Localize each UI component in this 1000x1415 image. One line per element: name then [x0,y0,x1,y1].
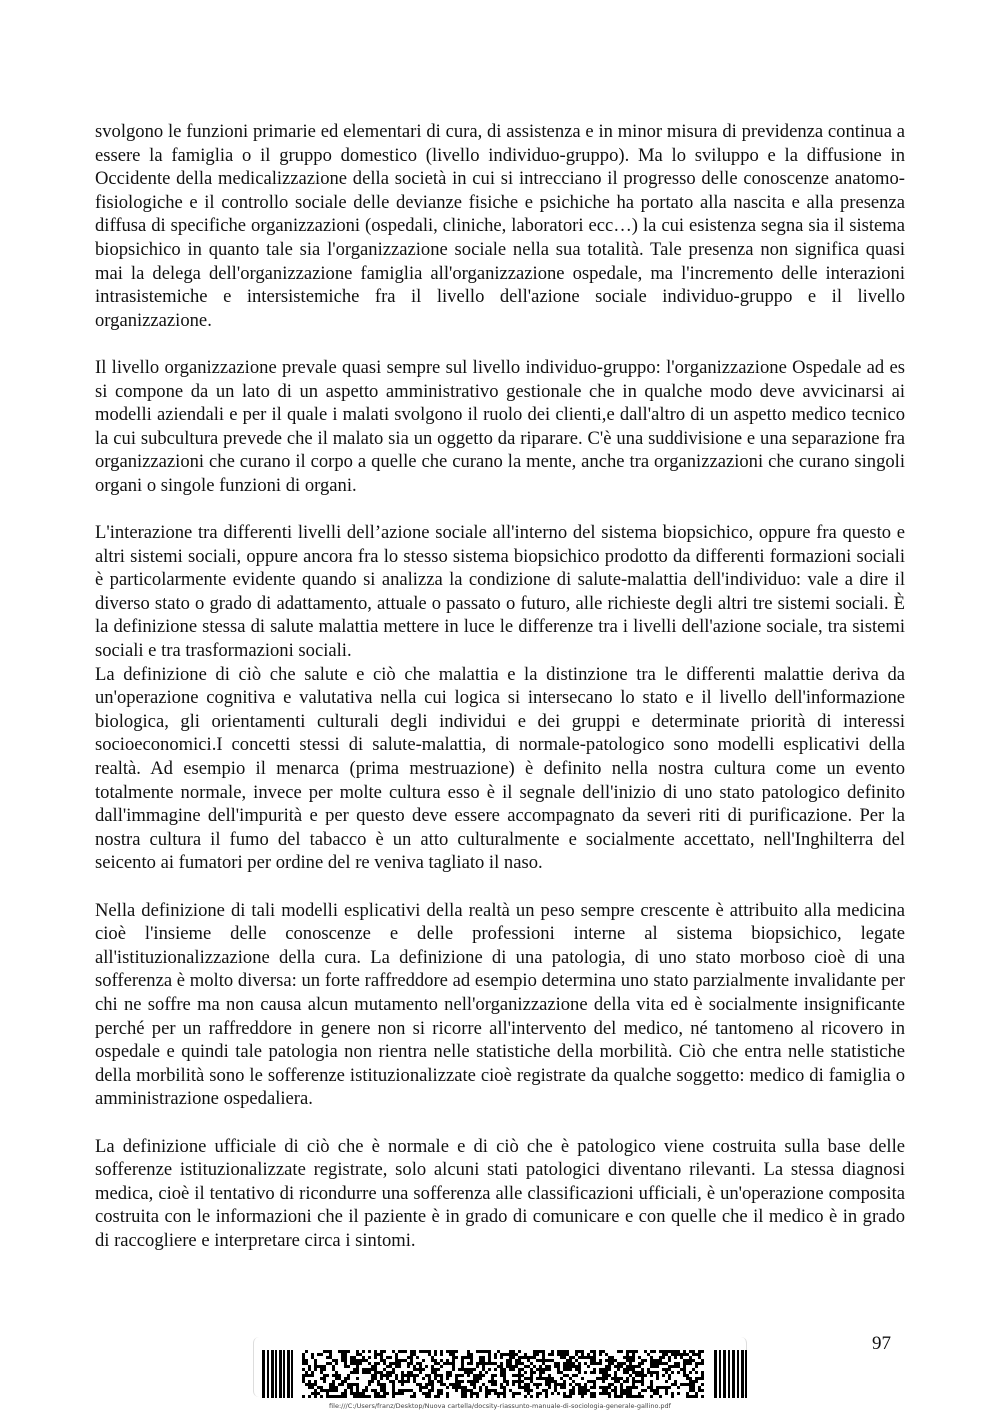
paragraph-4: La definizione di ciò che salute e ciò che malattia e la distinzione tra le differenti malattie deriva da un'operazione cognitiva e valutativa nella cui logica si intersecano lo stato e il livello dell'informazione biologica, gli orientamenti culturali degli individui e dei gruppi e determinate priorità di interessi socioeconomici.I concetti stessi di salute-malattia, di normale-patologico sono modelli esplicativi della realtà. Ad esempio il menarca (prima mestruazione) è definito nella nostra cultura come un evento totalmente normale, invece per molte cultura esso è il segnale dell'inizio di uno stato patologico definito dall'immagine dell'impurità e per questo deve essere accompagnato da severi riti di purificazione. Per la nostra cultura il fumo del tabacco è un atto culturalmente e socialmente accettato, nell'Inghilterra del seicento ai fumatori per ordine del re veniva tagliato il naso. [95,663,905,874]
file-path-footer: file:///C:/Users/franz/Desktop/Nuova cartella/docsity-riassunto-manuale-di-sociologia-generale-gallino.pdf [329,1402,671,1410]
paragraph-3: L'interazione tra differenti livelli dell’azione sociale all'interno del sistema biopsichico, oppure fra questo e altri sistemi sociali, oppure ancora fra lo stesso sistema biopsichico prodotto da differenti formazioni sociali è particolarmente evidente quando si analizza la condizione di salute-malattia dell'individuo: vale a dire il diverso stato o grado di adattamento, attuale o passato o futuro, alle richieste degli altri tre sistemi sociali. È la definizione stessa di salute malattia mettere in luce le differenze tra i livelli dell'azione sociale, tra sistemi sociali e tra trasformazioni sociali. [95,522,905,662]
paragraph-2: Il livello organizzazione prevale quasi sempre sul livello individuo-gruppo: l'organizzazione Ospedale ad es si compone da un lato di un aspetto amministrativo gestionale che in qualche modo deve avvicinarsi ai modelli aziendali e per il quale i malati svolgono il ruolo dei clienti,e dall'altro di un aspetto medico tecnico la cui subcultura prevede che il malato sia un oggetto da riparare. C'è una suddivisione e una separazione fra organizzazioni che curano il corpo a quelle che curano la mente, anche tra organizzazioni che curano singoli organi o singole funzioni di organi. [95,356,905,496]
paragraph-5: Nella definizione di tali modelli esplicativi della realtà un peso sempre crescente è attribuito alla medicina cioè l'insieme delle conoscenze e delle professioni interne al sistema biopsichico, legate all'istituzionalizzazione della cura. La definizione di una patologia, di uno stato morboso cioè di una sofferenza è molto diversa: un forte raffreddore ad esempio determina uno stato parzialmente invalidante per chi ne soffre ma non causa alcun mutamento nell'organizzazione della vita ed è socialmente insignificante perché per un raffreddore in genere non si ricorre all'intervento del medico, né tantomeno al ricovero in ospedale e quindi tale patologia non rientra nelle statistiche della morbilità. Ciò che entra nelle statistiche della morbilità sono le sofferenze istituzionalizzate cioè registrate da qualche soggetto: medico di famiglia o amministrazione ospedaliera. [95,899,905,1110]
page-number: 97 [872,1333,891,1354]
paragraph-1: svolgono le funzioni primarie ed elementari di cura, di assistenza e in minor misura di previdenza continua a essere la famiglia o il gruppo domestico (livello individuo-gruppo). Ma lo sviluppo e la diffusione in Occidente della medicalizzazione della società in cui si intrecciano il progresso delle conoscenze anatomo-fisiologiche e il controllo sociale delle devianze fisiche e psichiche ha portato alla nascita e alla presenza diffusa di specifiche organizzazioni (ospedali, cliniche, laboratori ecc…) la cui esistenza segna sia il sistema biopsichico in quanto tale sia l'organizzazione sociale nella sua totalità. Tale presenza non significa quasi mai la delega dell'organizzazione famiglia all'organizzazione ospedale, ma l'incremento delle interazioni intrasistemiche e intersistemiche fra il livello dell'azione sociale individuo-gruppo e il livello organizzazione. [95,121,905,331]
barcode-icon [262,1350,748,1398]
document-body [95,120,905,1253]
paragraph-6: La definizione ufficiale di ciò che è normale e di ciò che è patologico viene costruita sulla base delle sofferenze istituzionalizzate registrate, solo alcuni stati patologici diventano rilevanti. La stessa diagnosi medica, cioè il tentativo di ricondurre una sofferenza alle classificazioni ufficiali, è un'operazione composita costruita con le informazioni che il paziente è in grado di comunicare e con quelle che il medico è in grado di raccogliere e interpretare circa i sintomi. [95,1135,905,1251]
